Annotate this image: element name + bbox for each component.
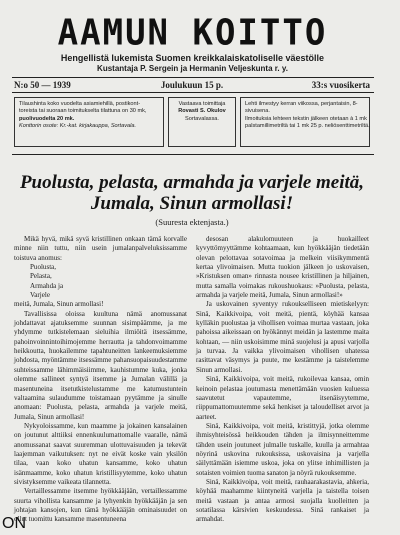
headline-line-2: Jumala, Sinun armollasi! xyxy=(90,193,294,214)
ads-line: Lehti ilmestyy kerran viikossa, perjantaisin, 8- xyxy=(245,101,358,107)
article-paragraph: Mikä hyvä, mikä syvä kristillinen onkaan tämä korvalle minne niin tuttu, niin usein jumalanpalveluksissamme toistuva anomus: xyxy=(14,235,187,262)
article-paragraph: Sinä, Kaikkivoipa, voit meitä, kristittyjä, jotka olemme ihmisyhteisössä heikkouden tähden ja ilmisynneittemme tähden usein joutuneet julmalle tuskalle, kuulla ja armahtaa nöyrinä uskovina rukouksissa, uskovaisina ja varjella säilyttämään isiemme uskoa, joka on ylitse inhimillisten ja sotaisten voimien tuoma sanaton ja nöyrä rukouksemme. xyxy=(196,421,369,477)
article-left-column xyxy=(14,235,187,525)
headline-line-1: Puolusta, pelasta, armahda ja varjele meitä, xyxy=(19,172,365,193)
top-rule xyxy=(12,77,374,78)
article-byline: (Suuresta ektenjasta.) xyxy=(155,217,229,227)
article-paragraph: Sinä, Kaikkivoipa, voit meitä, rukoilevaa kansaa, omin keinoin pelastaa joutumasta menettämään vuosien kuluessa saavutetut vapautemme, itsenäisyytemme, riippumattomuutemme sekä henkiset ja taloudelliset arvot ja aarteet. xyxy=(196,375,369,421)
editor-line: Sortavalassa. xyxy=(185,115,219,122)
subscription-box xyxy=(14,97,164,147)
poem-line: Armahda ja xyxy=(30,281,64,290)
issue-number: N:o 50 — 1939 xyxy=(14,80,71,90)
issue-volume: 33:s vuosikerta xyxy=(311,80,370,90)
signature-line: meitä, Jumala, Sinun armollasi! xyxy=(14,300,104,309)
masthead-publisher: Kustantaja P. Sergein ja Hermanin Veljeskunta r. y. xyxy=(97,64,288,73)
scan-mark: ON xyxy=(2,515,26,532)
header-bottom-rule xyxy=(12,154,374,155)
subscription-line: Konttorin osote: Kr.-kat. kirjakauppa, Sortavala. xyxy=(19,123,137,130)
article-headline xyxy=(14,172,370,214)
subscription-line: puolivuodelta 20 mk. xyxy=(19,115,75,122)
subscription-line: toreista tai suoraan toimitukselta tilattuna on 30 mk, xyxy=(19,108,147,115)
editor-line: Vastaava toimittaja xyxy=(178,101,226,107)
poem-line: Varjele xyxy=(30,291,50,300)
editor-box xyxy=(168,97,236,147)
ads-line: sivuisena. xyxy=(245,108,270,115)
ads-line: palstamillimetriltä tai 1 mk 25 p. neliösenttimetriltä. xyxy=(245,123,370,130)
article-right-column xyxy=(196,235,369,525)
ads-line: Ilmoituksia lehteen tekstin jälkeen otetaan à 1 mk xyxy=(245,115,367,122)
issue-date: Joulukuun 15 p. xyxy=(160,80,224,90)
article-paragraph: Vertaillessamme itsemme hyökkääjään, vertaillessamme suurta vihollista kansamme ja lyhyenkin hyökkääjän ja sen johtajan kansojen, kun tämä hyökkääjän ominaisuudet on ollut tuomittu kansamme masentuneena xyxy=(14,487,187,524)
issue-rule xyxy=(12,92,374,93)
poem-line: Puolusta, xyxy=(30,263,57,272)
masthead-title: AAMUN KOITTO xyxy=(57,12,328,55)
article-paragraph: Nykyoloissamme, kun maamme ja jokainen kansalainen on joutunut alttiiksi ennenkuulumattomalle vaaralle, nämä anomussanat saavat suuremman ulottuvaisuuden ja tekevät laajemman vaikutuksen: nyt ne eivät koske vain yksilön tilaa, vaan koko uhatun kansamme, koko uhatun isänmaamme, koko uhatun kristillisyytemme, koko uhatun sivistyksemme vaikeata tilannetta. xyxy=(14,421,187,486)
subscription-line: Tilaushinta koko vuodelta asiamiehillä, postikont- xyxy=(19,101,141,107)
editor-line: Rovasti S. Okulov xyxy=(178,108,226,115)
article-paragraph: Ja uskovainen syventyy rukoukselliseen mietiskelyyn: Sinä, Kaikkivoipa, voit meitä, pientä, köyhää kansaa kylläkin puolustaa ja vihollisen voimaa murtaa vastaan, joka pahoissa aikeissaan on hyökännyt meidän ja lastemme maita kohtaan, — niin uskoisimme minä suojelusi ja apusi varjolla ja turvaa. Ja vaikka ylivoimaisen vihollisen uhatessa rasittavat väsymys ja puute, me kestämme ja taistelemme Sinun armollasi. xyxy=(196,300,369,374)
article-paragraph: desosan alakulomuuteen ja huokailleet kyvyttömyyttämme kohtaamaan, kun hyökkääjän tiedetään olevan pelottavaa sotavoimaa ja melkein viisikymmentä kertaa ylivoimaisen. Mutta tuokion jälkeen jo uskovaisen, »Kristuksen oman» rinnasta nousee kristillinen ja hiljainen, mutta samalla voimakas rukoushuokaus: »Puolusta, pelasta, armahda ja varjele meitä, Jumala, Sinun armollasi!» xyxy=(196,235,369,300)
article-paragraph: Tavallisissa oloissa kuultuna nämä anomussanat johdattavat ajatuksemme suunnan sisimpäämme, ja me yhdymme tutkistelemaan sieluihia ilmiöitä itsessämme, pahoinvoinnintoihimojemme herrautta ja tahdonvoimamme heikkoutta, huokailemme tapahtuneitten lankeemuksiemme johdosta, myöntämme itsessämme pahansuopaisuudestamme suhteissamme lähimmäisiimme, kauhistumme kuka, jonka olemme sallineet syntyä itsemme ja Jumalan välillä ja masentuneina itsetutkistelustamme me katumustuntein valtaamina sulaudumme toistamaan pyytämme ja sinulle anomaan: Puolusta, pelasta, armahda ja varjele meitä, Jumala, Sinun armollasi! xyxy=(14,309,187,421)
article-paragraph: Sinä, Kaikkivoipa, voit meitä, rauhaarakastavia, ahkeria, köyhää maahamme kiintyneitä varjella ja taistella toisen meitä vastaan ja antaa armosi suojalla kuolleitten ja sotatilassa kärsivien keskuudessa. Sinä rankaiset ja armahdat. xyxy=(196,477,369,524)
ads-box xyxy=(240,97,370,147)
issue-info-row xyxy=(14,79,370,91)
poem-line: Pelasta, xyxy=(30,272,52,281)
masthead-subtitle: Hengellistä lukemista Suomen kreikkalaiskatoliselle väestölle xyxy=(60,53,325,63)
